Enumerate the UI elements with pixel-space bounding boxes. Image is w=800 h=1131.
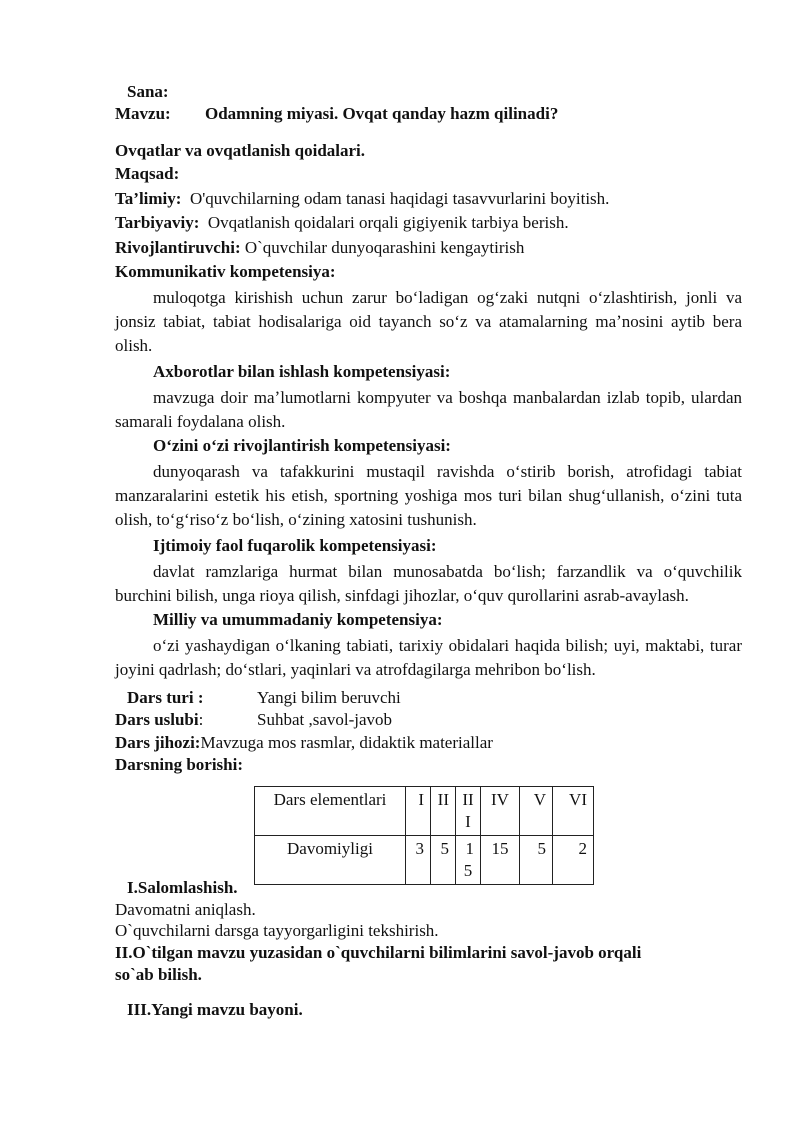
lesson-timing-table (254, 786, 594, 885)
table-cell: II (431, 787, 456, 836)
educational-goal (115, 189, 609, 209)
table-cell (456, 836, 481, 885)
section-3-title: III.Yangi mavzu bayoni. (127, 1000, 303, 1019)
table-cell: 2 (553, 836, 594, 885)
cell-line: II (462, 790, 474, 809)
section-1-title: I.Salomlashish. (127, 878, 238, 897)
table-cell: Davomiyligi (255, 836, 406, 885)
communicative-paragraph: muloqotga kirishish uchun zarur boʻladigan ogʻzaki nutqni oʻzlashtirish, jonli va jonsiz tabiat, tabiat hodisalariga oid tayanch soʻz va atamalarning maʼnosini aytib bera olish. (115, 288, 742, 355)
self-dev-heading: Oʻzini oʻzi rivojlantirish kompetensiyasi: (153, 436, 451, 455)
communicative-heading: Kommunikativ kompetensiya: (115, 262, 336, 281)
lesson-method-colon: : (198, 710, 204, 729)
section-1-line-1: Davomatni aniqlash. (115, 900, 256, 919)
lesson-method-label: Dars uslubi (115, 710, 199, 729)
table-cell (456, 787, 481, 836)
table-row (255, 787, 594, 836)
lesson-equipment-label: Dars jihozi: (115, 733, 201, 752)
lesson-method (115, 710, 203, 730)
table-cell: VI (553, 787, 594, 836)
developmental-goal-text: O`quvchilar dunyoqarashini kengaytirish (244, 238, 525, 257)
section-2-title-line-1: II.O`tilgan mavzu yuzasidan o`quvchilarni bilimlarini savol-javob orqali (115, 943, 642, 962)
lesson-type-label: Dars turi : (127, 688, 204, 707)
educational-goal-label: Ta’limiy: (115, 189, 182, 208)
table-cell: IV (481, 787, 520, 836)
lesson-equipment (115, 733, 493, 753)
topic-title: Odamning miyasi. Ovqat qanday hazm qilinadi? (205, 104, 559, 123)
cultural-heading: Milliy va umummadaniy kompetensiya: (153, 610, 443, 629)
developmental-goal (115, 238, 524, 258)
info-text (115, 386, 742, 434)
upbringing-goal-label: Tarbiyaviy: (115, 213, 200, 232)
section-2-title-line-2: so`ab bilish. (115, 965, 202, 984)
topic-label: Mavzu: (115, 104, 171, 123)
cell-line: 1 (465, 839, 474, 858)
table-cell: 5 (520, 836, 553, 885)
developmental-goal-label: Rivojlantiruvchi: (115, 238, 241, 257)
goal-heading: Maqsad: (115, 164, 180, 183)
table-cell: 15 (481, 836, 520, 885)
info-paragraph: mavzuga doir maʼlumotlarni kompyuter va boshqa manbalardan izlab topib, ulardan samarali foydalana olish. (115, 388, 742, 431)
date-label: Sana: (127, 82, 169, 101)
self-dev-paragraph: dunyoqarash va tafakkurini mustaqil ravishda oʻstirib borish, atrofidagi tabiat manzaralarini estetik his etish, sportning yoshiga mos turi bilan shugʻullanish, oʻzini tuta olish, toʻgʻrisoʻz boʻlish, oʻzining xatosini tushunish. (115, 462, 742, 529)
civic-text (115, 560, 742, 608)
table-row (255, 836, 594, 885)
cell-line: 5 (463, 861, 473, 880)
table-cell: 3 (406, 836, 431, 885)
table-cell: V (520, 787, 553, 836)
table-cell: 5 (431, 836, 456, 885)
cultural-text (115, 634, 742, 682)
upbringing-goal (115, 213, 569, 233)
civic-paragraph: davlat ramzlariga hurmat bilan munosabatda boʻlish; farzandlik va oʻquvchilik burchini bilish, unga rioya qilish, sinfdagi jihozlar, oʻquv qurollarini asrab-avaylash. (115, 562, 742, 605)
self-dev-text (115, 460, 742, 532)
table-cell: Dars elementlari (255, 787, 406, 836)
info-heading: Axborotlar bilan ishlash kompetensiyasi: (153, 362, 451, 381)
lesson-method-value: Suhbat ,savol-javob (257, 710, 393, 729)
upbringing-goal-text: Ovqatlanish qoidalari orqali gigiyenik tarbiya berish. (207, 213, 569, 232)
civic-heading: Ijtimoiy faol fuqarolik kompetensiyasi: (153, 536, 437, 555)
subtitle: Ovqatlar va ovqatlanish qoidalari. (115, 141, 366, 160)
lesson-type-value: Yangi bilim beruvchi (257, 688, 401, 707)
educational-goal-text: O'quvchilarning odam tanasi haqidagi tasavvurlarini boyitish. (189, 189, 610, 208)
lesson-flow-label: Darsning borishi: (115, 755, 243, 774)
section-1-line-2: O`quvchilarni darsga tayyorgarligini tekshirish. (115, 921, 439, 940)
communicative-text (115, 286, 742, 358)
table-cell: I (406, 787, 431, 836)
cell-line: I (465, 812, 471, 831)
cultural-paragraph: oʻzi yashaydigan oʻlkaning tabiati, tarixiy obidalari haqida bilish; uyi, maktabi, turar joyini qadrlash; doʻstlari, yaqinlari va atrofdagilarga mehribon boʻlish. (115, 636, 742, 679)
lesson-equipment-value: Mavzuga mos rasmlar, didaktik materiallar (200, 733, 493, 752)
